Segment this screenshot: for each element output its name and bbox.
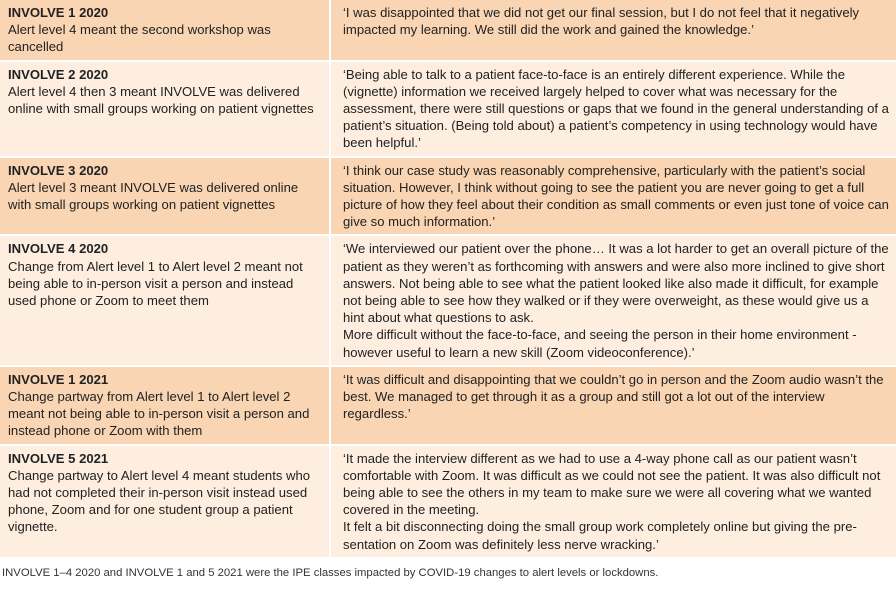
class-description: Change from Alert level 1 to Alert level 2 meant not being able to in-person visit a person and instead used phone or Zoom to meet them <box>8 258 303 309</box>
student-quote: ‘I was disappointed that we did not get our final session, but I do not feel that it negatively impacted my learning. We still did the work and gained the knowledge.’ <box>343 5 860 38</box>
class-description: Change partway from Alert level 1 to Alert level 2 meant not being able to in-person visit a person and instead phone or Zoom with them <box>8 389 310 439</box>
quote-cell <box>331 0 896 60</box>
table-row <box>0 0 896 60</box>
class-description: Alert level 4 meant the second workshop was cancelled <box>8 22 271 55</box>
class-cell <box>0 367 331 444</box>
class-description: Alert level 3 meant INVOLVE was delivered online with small groups working on patient vignettes <box>8 179 299 213</box>
student-quote: ‘It was difficult and disappointing that we couldn’t go in person and the Zoom audio wasn’t the best. We managed to get through it as a group and still got a lot out of the interview regardless.’ <box>343 371 884 422</box>
class-cell <box>0 158 331 235</box>
table-row <box>0 234 896 364</box>
class-description: Alert level 4 then 3 meant INVOLVE was delivered online with small groups working on patient vignettes <box>8 83 314 117</box>
table-row <box>0 60 896 156</box>
class-title: INVOLVE 1 2020 <box>8 5 109 20</box>
student-quote: It felt a bit disconnecting doing the small group work completely online but giving the pre-sentation on Zoom was definitely less nerve wracking.’ <box>343 519 857 552</box>
student-quote: ‘We interviewed our patient over the phone… It was a lot harder to get an overall picture of the patient as they weren’t as forthcoming with answers and were also more inclined to give short answers. Not being able to see what the patient looked like also made it difficult, for example not being able to see how they walked or if they were overweight, as these would give us a hint about what questions to ask. <box>343 241 889 326</box>
quote-cell <box>331 158 896 235</box>
student-quote: ‘I think our case study was reasonably comprehensive, particularly with the patient’s social situation. However, I think without going to see the patient you are never going to get a full picture of how they feel about their condition as small comments or even just tone of voice can give so much information.’ <box>343 162 889 230</box>
class-cell <box>0 236 331 364</box>
quote-cell <box>331 62 896 156</box>
class-description: Change partway to Alert level 4 meant students who had not completed their in-person visit instead used phone, Zoom and for one student group a patient vignette. <box>8 467 311 535</box>
table-row <box>0 156 896 235</box>
student-quote: ‘It made the interview different as we had to use a 4-way phone call as our patient wasn’t comfortable with Zoom. It was difficult as we could not see the patient. It was also difficult not being able to see the others in my team to make sure we were all covering what we wanted covered in the meeting. <box>343 450 881 518</box>
student-quote: More difficult without the face-to-face, and seeing the person in their home environment - however useful to learn a new skill (Zoom videoconference).’ <box>343 327 857 360</box>
class-cell <box>0 446 331 557</box>
class-title: INVOLVE 4 2020 <box>8 241 109 257</box>
class-title: INVOLVE 5 2021 <box>8 450 109 466</box>
table-row <box>0 444 896 557</box>
quote-cell <box>331 446 896 557</box>
table-row <box>0 365 896 444</box>
student-quote: ‘Being able to talk to a patient face-to-face is an entirely different experience. While the (vignette) information we received largely helped to cover what was necessary for the assessment, there were still questions or gaps that we found in the general understanding of a patient’s situation. (Being told about) a patient’s competency in using technology would have been helpful.’ <box>343 66 889 151</box>
table-footnote: INVOLVE 1–4 2020 and INVOLVE 1 and 5 2021 were the IPE classes impacted by COVID-19 changes to alert levels or lockdowns. <box>2 566 659 579</box>
class-title: INVOLVE 1 2021 <box>8 371 109 387</box>
quote-cell <box>331 367 896 444</box>
class-cell <box>0 0 331 60</box>
class-title: INVOLVE 2 2020 <box>8 66 109 82</box>
class-cell <box>0 62 331 156</box>
class-title: INVOLVE 3 2020 <box>8 162 109 178</box>
quote-cell <box>331 236 896 364</box>
